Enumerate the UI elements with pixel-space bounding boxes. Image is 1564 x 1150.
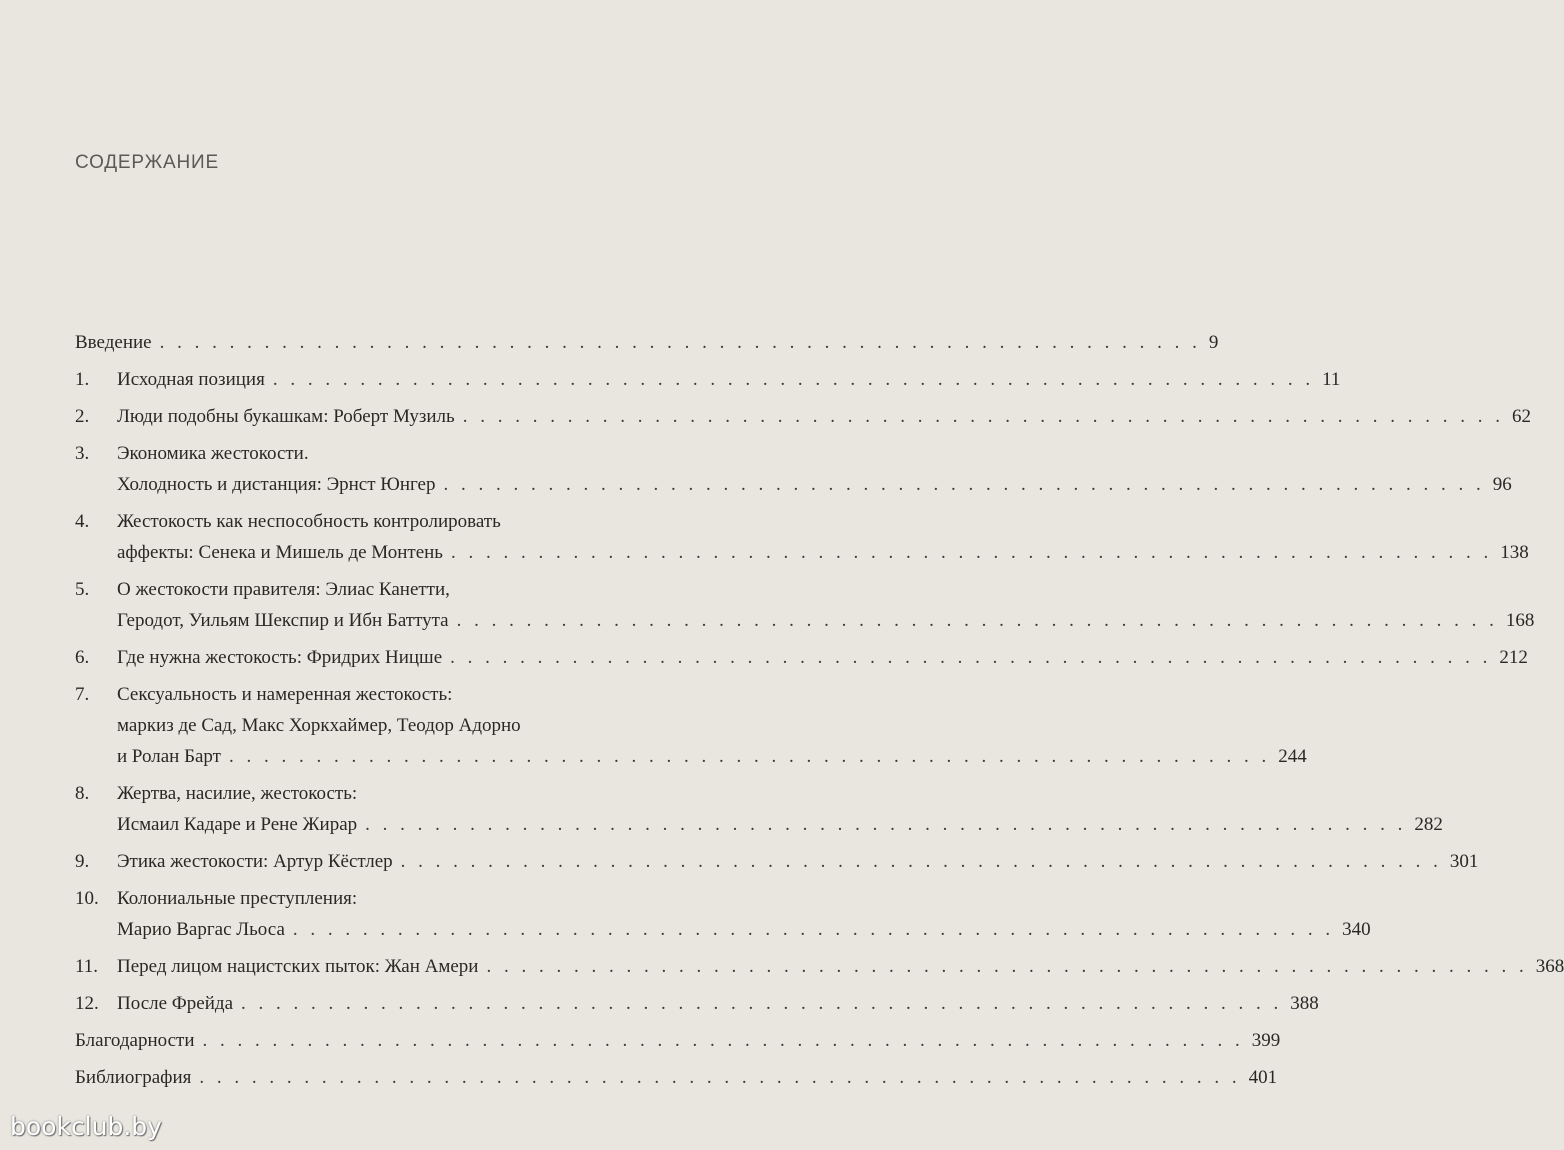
- chapter-number: 11.: [75, 956, 99, 977]
- toc-title: Жестокость как неспособность контролировать: [117, 511, 501, 532]
- page-title: СОДЕРЖАНИЕ: [75, 152, 219, 173]
- toc-entry[interactable]: [75, 846, 1479, 877]
- toc-line: [75, 1062, 1278, 1093]
- page-number: 340: [1342, 919, 1371, 940]
- toc-line: [75, 438, 642, 469]
- toc-entry[interactable]: [75, 988, 1319, 1019]
- toc-title: и Ролан Барт: [117, 746, 221, 767]
- toc-line: [75, 327, 1219, 358]
- toc-title: О жестокости правителя: Элиас Канетти,: [117, 579, 450, 600]
- chapter-number: 3.: [75, 443, 90, 464]
- dot-leader: . . . . . . . . . . . . . . . . . . . . . . . . . . . . . . . . . . . . . . . . . . . . . . . . . . . . . . . . . . . .: [292, 919, 1335, 940]
- toc-line: [75, 914, 1371, 945]
- page-number: 399: [1251, 1030, 1281, 1051]
- page-number: 168: [1505, 610, 1535, 631]
- chapter-number: 7.: [75, 684, 90, 705]
- page-number: 11: [1322, 369, 1341, 390]
- dot-leader: . . . . . . . . . . . . . . . . . . . . . . . . . . . . . . . . . . . . . . . . . . . . . . . . . . . . . . . . . . . .: [450, 647, 1492, 668]
- dot-leader: . . . . . . . . . . . . . . . . . . . . . . . . . . . . . . . . . . . . . . . . . . . . . . . . . . . . . . . . . . . .: [202, 1030, 1244, 1051]
- toc-line: [75, 506, 642, 537]
- chapter-number: 10.: [75, 888, 99, 909]
- toc-entry[interactable]: [75, 883, 1371, 945]
- toc-line: [75, 537, 1529, 568]
- toc-title: Библиография: [75, 1067, 192, 1088]
- toc-entry[interactable]: [75, 574, 1535, 636]
- toc-title: Исмаил Кадаре и Рене Жирар: [117, 814, 358, 835]
- toc-entry[interactable]: [75, 1025, 1281, 1056]
- toc-line: [75, 951, 1564, 982]
- dot-leader: . . . . . . . . . . . . . . . . . . . . . . . . . . . . . . . . . . . . . . . . . . . . . . . . . . . . . . . . . . . .: [486, 956, 1528, 977]
- dot-leader: . . . . . . . . . . . . . . . . . . . . . . . . . . . . . . . . . . . . . . . . . . . . . . . . . . . . . . . . . . . .: [462, 406, 1504, 427]
- toc-title: Геродот, Уильям Шекспир и Ибн Баттута: [117, 610, 449, 631]
- toc-line: [75, 1025, 1281, 1056]
- toc-line: [75, 364, 1341, 395]
- toc-entry[interactable]: [75, 642, 1528, 673]
- table-of-contents: [75, 327, 1564, 1093]
- toc-title: Сексуальность и намеренная жестокость:: [117, 684, 453, 705]
- toc-line: [75, 741, 1307, 772]
- page-number: 401: [1248, 1067, 1278, 1088]
- chapter-number: 1.: [75, 369, 90, 390]
- toc-entry[interactable]: [75, 327, 1219, 358]
- page-number: 62: [1511, 406, 1531, 427]
- page-number: 244: [1278, 746, 1307, 767]
- page-number: 368: [1535, 956, 1564, 977]
- toc-line: [75, 574, 642, 605]
- page-number: 282: [1414, 814, 1443, 835]
- toc-title: Исходная позиция: [117, 369, 265, 390]
- toc-line: [75, 642, 1528, 673]
- chapter-number: 5.: [75, 579, 90, 600]
- toc-title: Благодарности: [75, 1030, 195, 1051]
- toc-title: Люди подобны букашкам: Роберт Музиль: [117, 406, 455, 427]
- toc-line: [75, 778, 642, 809]
- dot-leader: . . . . . . . . . . . . . . . . . . . . . . . . . . . . . . . . . . . . . . . . . . . . . . . . . . . . . . . . . . . .: [272, 369, 1315, 390]
- watermark: bookclub.by: [10, 1112, 162, 1141]
- dot-leader: . . . . . . . . . . . . . . . . . . . . . . . . . . . . . . . . . . . . . . . . . . . . . . . . . . . . . . . . . . . .: [199, 1067, 1241, 1088]
- chapter-number: 4.: [75, 511, 90, 532]
- page-number: 138: [1500, 542, 1529, 563]
- toc-line: [75, 988, 1319, 1019]
- chapter-number: 6.: [75, 647, 90, 668]
- page-number: 96: [1492, 474, 1512, 495]
- toc-line: [75, 469, 1512, 500]
- page-number: 388: [1290, 993, 1319, 1014]
- toc-line: [75, 679, 642, 710]
- dot-leader: . . . . . . . . . . . . . . . . . . . . . . . . . . . . . . . . . . . . . . . . . . . . . . . . . . . . . . . . . . . .: [229, 746, 1271, 767]
- dot-leader: . . . . . . . . . . . . . . . . . . . . . . . . . . . . . . . . . . . . . . . . . . . . . . . . . . . . . . . . . . . .: [400, 851, 1442, 872]
- dot-leader: . . . . . . . . . . . . . . . . . . . . . . . . . . . . . . . . . . . . . . . . . . . . . . . . . . . . . . . . . . . .: [443, 474, 1485, 495]
- toc-entry[interactable]: [75, 438, 1512, 500]
- dot-leader: . . . . . . . . . . . . . . . . . . . . . . . . . . . . . . . . . . . . . . . . . . . . . . . . . . . . . . . . . . . .: [365, 814, 1407, 835]
- toc-entry[interactable]: [75, 401, 1531, 432]
- chapter-number: 9.: [75, 851, 90, 872]
- toc-line: [75, 710, 642, 741]
- toc-title: Где нужна жестокость: Фридрих Ницше: [117, 647, 443, 668]
- toc-entry[interactable]: [75, 778, 1443, 840]
- page-number: 9: [1208, 332, 1219, 353]
- toc-title: Этика жестокости: Артур Кёстлер: [117, 851, 393, 872]
- toc-entry[interactable]: [75, 951, 1564, 982]
- toc-title: Введение: [75, 332, 152, 353]
- chapter-number: 12.: [75, 993, 99, 1014]
- toc-title: маркиз де Сад, Макс Хоркхаймер, Теодор Адорно: [117, 715, 521, 736]
- dot-leader: . . . . . . . . . . . . . . . . . . . . . . . . . . . . . . . . . . . . . . . . . . . . . . . . . . . . . . . . . . . .: [456, 610, 1498, 631]
- dot-leader: . . . . . . . . . . . . . . . . . . . . . . . . . . . . . . . . . . . . . . . . . . . . . . . . . . . . . . . . . . . .: [159, 332, 1201, 353]
- toc-line: [75, 846, 1479, 877]
- toc-title: Экономика жестокости.: [117, 443, 309, 464]
- dot-leader: . . . . . . . . . . . . . . . . . . . . . . . . . . . . . . . . . . . . . . . . . . . . . . . . . . . . . . . . . . . .: [241, 993, 1283, 1014]
- page-number: 212: [1499, 647, 1528, 668]
- toc-entry[interactable]: [75, 506, 1529, 568]
- toc-title: Перед лицом нацистских пыток: Жан Амери: [117, 956, 479, 977]
- toc-line: [75, 605, 1535, 636]
- chapter-number: 2.: [75, 406, 90, 427]
- toc-line: [75, 809, 1443, 840]
- toc-line: [75, 883, 642, 914]
- toc-title: После Фрейда: [117, 993, 234, 1014]
- page-number: 301: [1449, 851, 1479, 872]
- chapter-number: 8.: [75, 783, 90, 804]
- toc-title: Холодность и дистанция: Эрнст Юнгер: [117, 474, 436, 495]
- toc-title: Жертва, насилие, жестокость:: [117, 783, 358, 804]
- toc-title: Марио Варгас Льоса: [117, 919, 285, 940]
- toc-line: [75, 401, 1531, 432]
- toc-title: Колониальные преступления:: [117, 888, 358, 909]
- toc-entry[interactable]: [75, 364, 1341, 395]
- dot-leader: . . . . . . . . . . . . . . . . . . . . . . . . . . . . . . . . . . . . . . . . . . . . . . . . . . . . . . . . . . . .: [450, 542, 1493, 563]
- toc-entry[interactable]: [75, 679, 1307, 772]
- toc-title: аффекты: Сенека и Мишель де Монтень: [117, 542, 443, 563]
- toc-entry[interactable]: [75, 1062, 1278, 1093]
